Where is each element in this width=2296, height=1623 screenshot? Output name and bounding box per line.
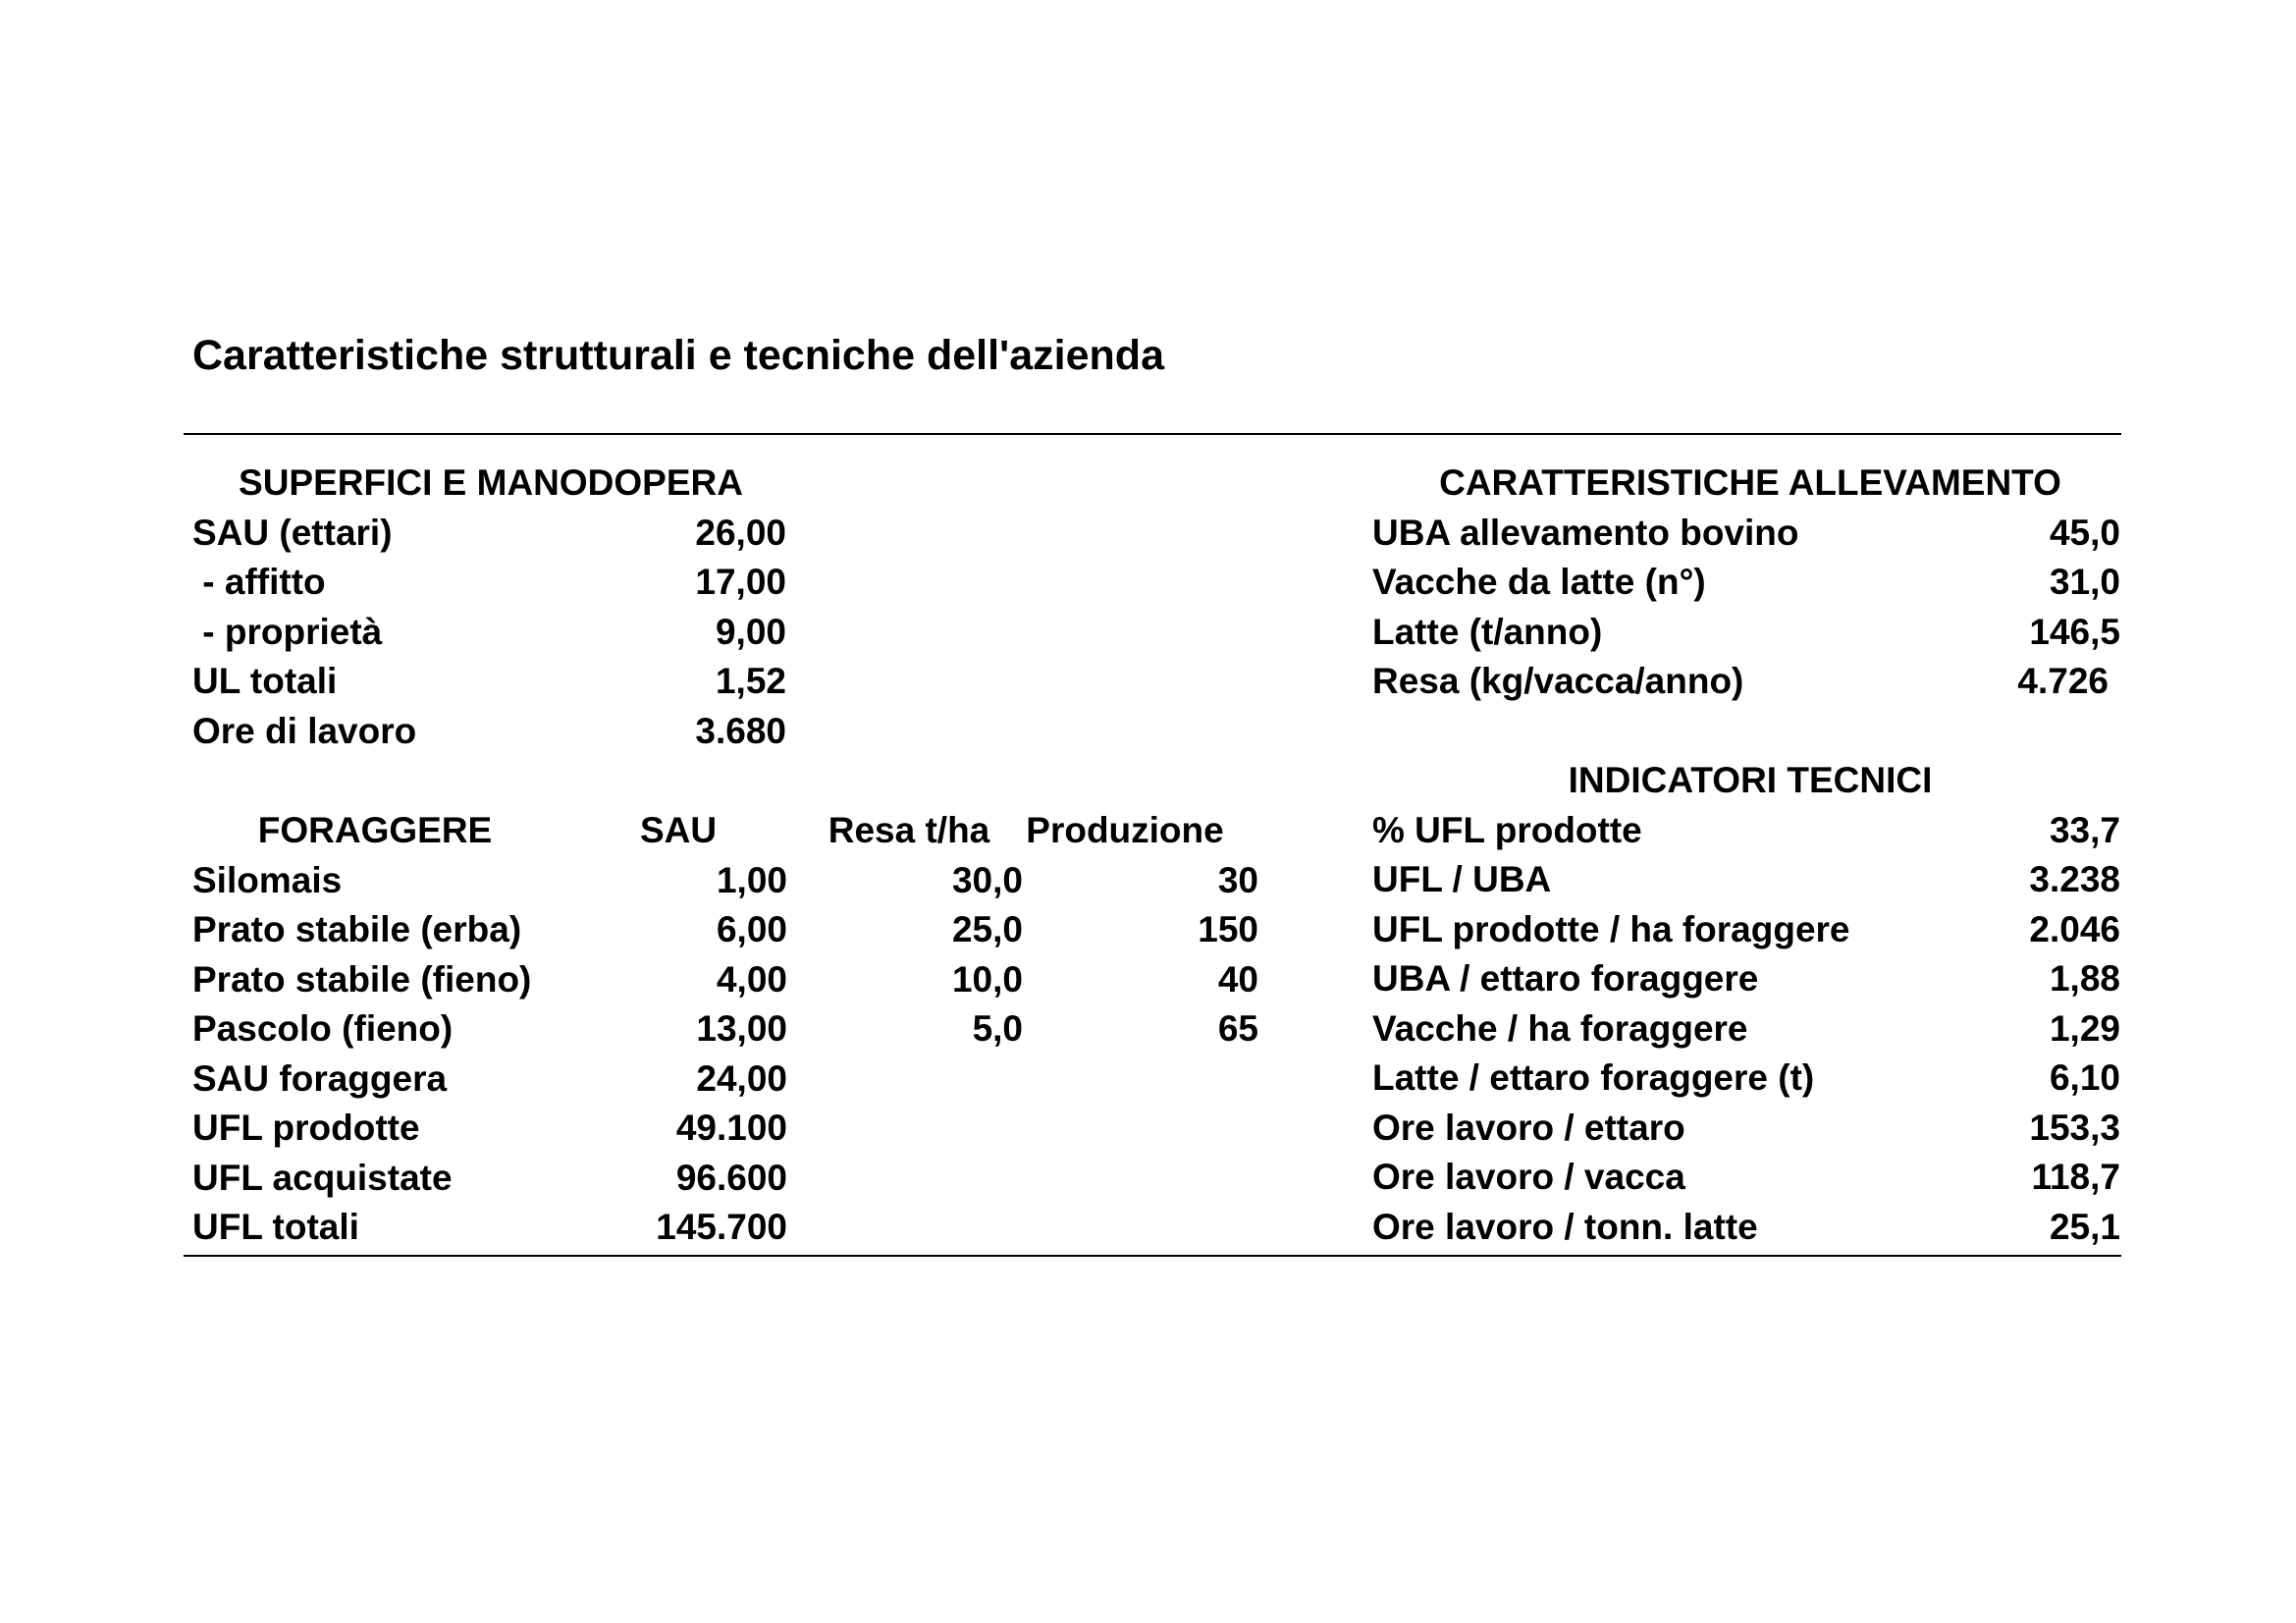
allevamento-heading: CARATTERISTICHE ALLEVAMENTO (1439, 462, 2061, 503)
row-value: 45,0 (2049, 512, 2120, 553)
row-label: UBA allevamento bovino (1372, 512, 1799, 553)
row-label: SAU foraggera (192, 1057, 448, 1099)
sau-cell: 1,00 (716, 859, 787, 900)
allevamento-heading-row (1372, 459, 2128, 509)
indicatori-section (1372, 756, 2128, 1252)
table-row (1372, 608, 2128, 658)
indicatori-heading-row (1372, 756, 2128, 806)
row-value: 26,00 (695, 512, 786, 553)
table-row (192, 955, 1258, 1005)
table-row (1372, 905, 2128, 955)
row-value: 118,7 (2031, 1157, 2120, 1197)
row-value: 3.680 (695, 710, 786, 751)
row-label: Latte (t/anno) (1372, 611, 1603, 652)
produzione-cell: 40 (1217, 958, 1258, 1000)
sau-cell: 13,00 (696, 1008, 787, 1049)
table-row (1372, 1153, 2128, 1203)
table-row (1372, 558, 2128, 608)
row-label: Ore di lavoro (192, 710, 417, 751)
table-row (1372, 855, 2128, 905)
table-row (1372, 1203, 2128, 1253)
row-label: Vacche da latte (n°) (1372, 562, 1706, 602)
sau-cell: 6,00 (716, 909, 787, 949)
row-value: 153,3 (2029, 1107, 2120, 1148)
row-value: 6,10 (2049, 1057, 2120, 1098)
table-row (192, 856, 1258, 906)
row-label: Ore lavoro / ettaro (1372, 1107, 1685, 1148)
table-row (192, 1004, 1258, 1055)
row-value: 31,0 (2049, 562, 2120, 602)
table-row (1372, 1004, 2128, 1055)
sau-cell: 4,00 (716, 958, 787, 1000)
sau-column-header: SAU (639, 810, 718, 850)
row-value: 146,5 (2029, 611, 2120, 652)
row-label: Prato stabile (fieno) (192, 958, 532, 1000)
superfici-heading: SUPERFICI E MANODOPERA (239, 462, 743, 503)
row-label: UFL / UBA (1372, 859, 1552, 899)
table-row (192, 707, 801, 757)
row-label: UFL acquistate (192, 1157, 453, 1198)
allevamento-section (1372, 459, 2128, 707)
row-label: UL totali (192, 661, 338, 701)
table-row (192, 608, 801, 658)
resa-cell: 30,0 (951, 859, 1023, 900)
row-label: - affitto (192, 562, 326, 602)
row-value: 145.700 (656, 1207, 787, 1247)
table-row (192, 1055, 1253, 1105)
row-value: 24,00 (696, 1057, 787, 1099)
superfici-heading-row (192, 459, 801, 509)
row-value: 49.100 (675, 1108, 787, 1148)
row-label: UFL totali (192, 1207, 359, 1247)
table-row (192, 1104, 1253, 1154)
table-row (1372, 1104, 2128, 1154)
table-row (1372, 509, 2128, 559)
row-label: Pascolo (fieno) (192, 1008, 454, 1049)
row-value: 33,7 (2049, 809, 2120, 850)
table-row (192, 558, 801, 608)
row-label: Ore lavoro / tonn. latte (1372, 1206, 1758, 1247)
table-row (192, 1203, 1253, 1253)
superfici-section (192, 459, 801, 756)
produzione-column-header: Produzione (1026, 810, 1224, 850)
row-label: Resa (kg/vacca/anno) (1372, 661, 1744, 701)
row-label: UFL prodotte (192, 1108, 420, 1148)
resa-column-header: Resa t/ha (828, 810, 990, 850)
top-divider (184, 433, 2121, 435)
row-label: Latte / ettaro foraggere (t) (1372, 1057, 1815, 1098)
row-label: - proprietà (192, 611, 383, 652)
table-row (1372, 657, 2128, 707)
row-label: SAU (ettari) (192, 512, 393, 553)
row-label: UFL prodotte / ha foraggere (1372, 908, 1850, 949)
row-value: 96.600 (675, 1157, 787, 1198)
table-row (192, 1154, 1253, 1204)
row-value: 3.238 (2029, 859, 2120, 899)
row-value: 1,29 (2049, 1007, 2120, 1049)
resa-cell: 25,0 (951, 909, 1023, 949)
table-row (1372, 1054, 2128, 1104)
produzione-cell: 150 (1198, 909, 1258, 949)
foraggere-heading: FORAGGERE (257, 810, 493, 850)
table-row (1372, 806, 2128, 856)
resa-cell: 10,0 (951, 958, 1023, 1000)
bottom-divider (184, 1255, 2121, 1257)
row-label: Ore lavoro / vacca (1372, 1157, 1685, 1197)
row-label: Vacche / ha foraggere (1372, 1007, 1748, 1049)
table-row (192, 657, 801, 707)
table-row (192, 509, 801, 559)
row-value: 17,00 (695, 562, 786, 602)
page-title: Caratteristiche strutturali e tecniche dell'azienda (192, 332, 1164, 379)
row-value: 1,52 (715, 661, 786, 701)
row-value: 9,00 (715, 611, 786, 652)
table-row (1372, 954, 2128, 1004)
row-value: 2.046 (2029, 908, 2120, 949)
produzione-cell: 30 (1217, 859, 1258, 900)
row-value: 25,1 (2049, 1206, 2120, 1247)
resa-cell: 5,0 (972, 1008, 1023, 1049)
foraggere-section (192, 806, 1258, 1253)
row-value: 4.726 (2017, 661, 2109, 701)
row-label: % UFL prodotte (1372, 809, 1642, 850)
row-label: Silomais (192, 859, 343, 900)
row-label: UBA / ettaro foraggere (1372, 958, 1759, 999)
indicatori-heading: INDICATORI TECNICI (1568, 760, 1933, 800)
row-value: 1,88 (2049, 958, 2120, 999)
table-row (192, 905, 1258, 955)
produzione-cell: 65 (1217, 1008, 1258, 1049)
row-label: Prato stabile (erba) (192, 909, 522, 949)
foraggere-header-row (192, 806, 1253, 856)
